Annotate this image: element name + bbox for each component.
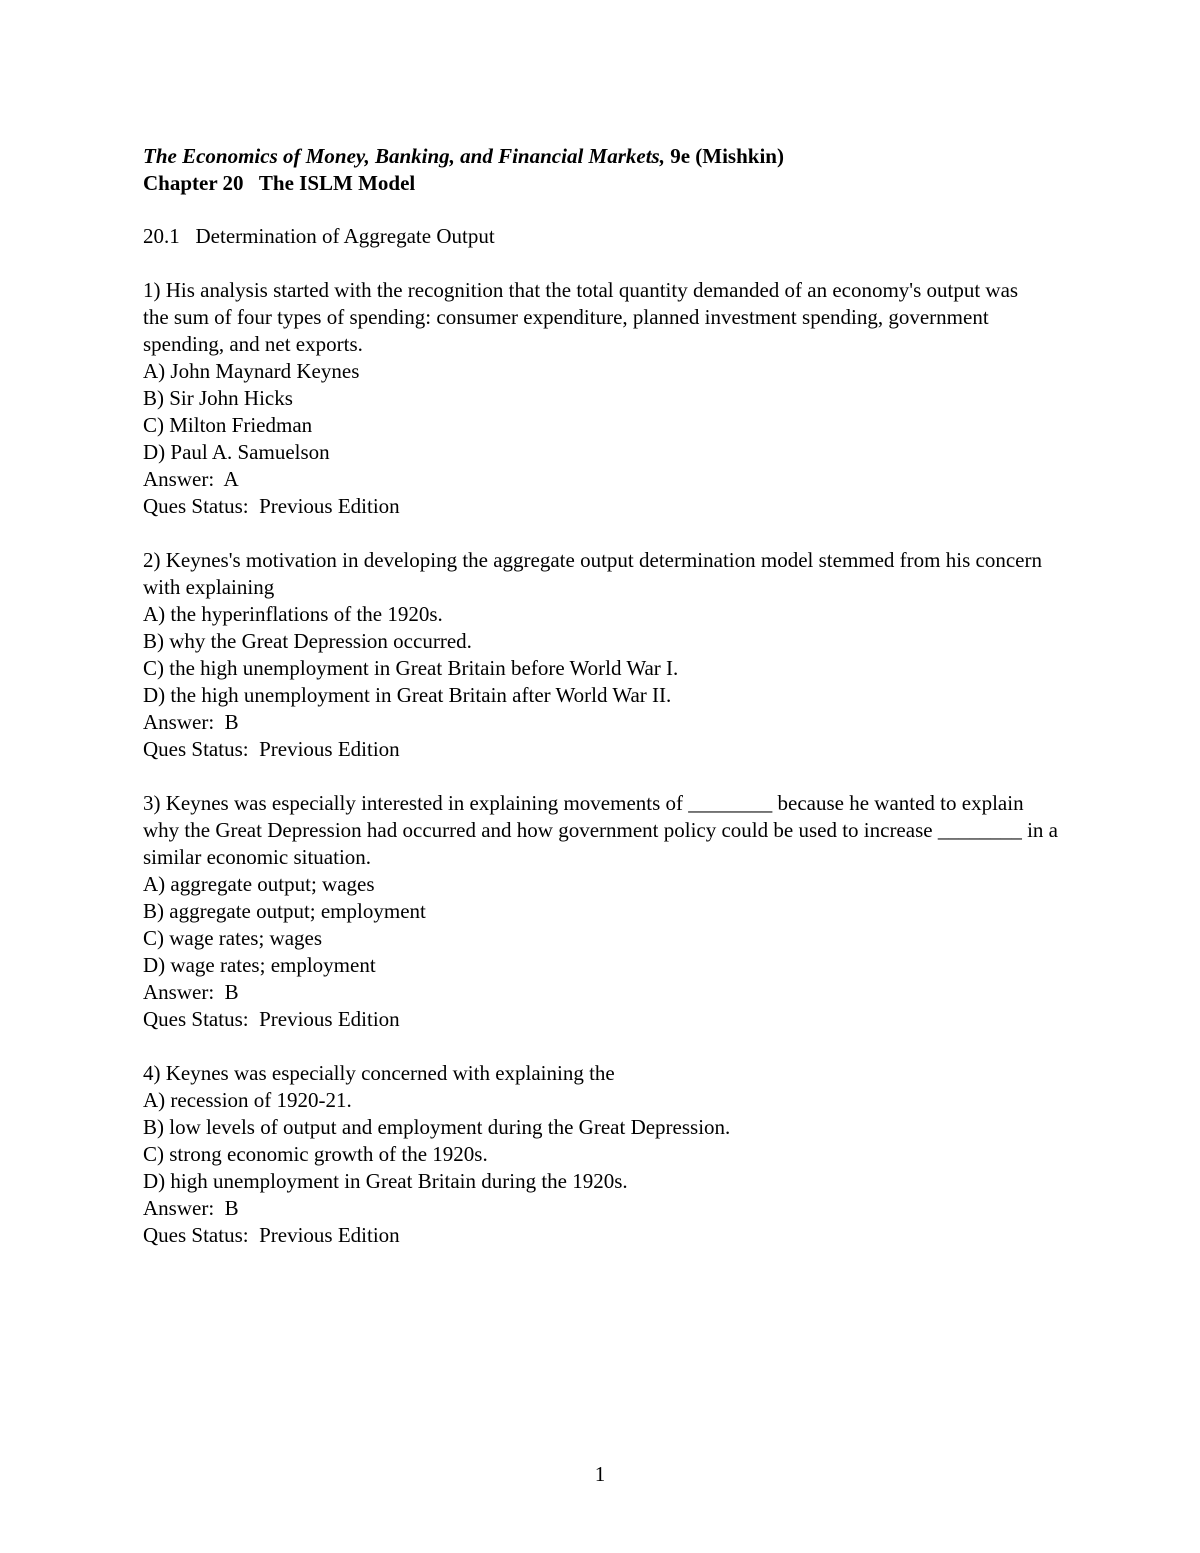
- question-stem: 1) His analysis started with the recognition that the total quantity demanded of an economy's output was the sum of four types of spending: consumer expenditure, planned investment spending, government spending, and net exports.: [143, 278, 1019, 356]
- answer-option-c: C) the high unemployment in Great Britain before World War I.: [143, 656, 679, 680]
- question-status: Ques Status: Previous Edition: [143, 1007, 400, 1031]
- page-number: 1: [594, 1462, 606, 1486]
- answer-option-a: A) the hyperinflations of the 1920s.: [143, 602, 443, 626]
- correct-answer: Answer: A: [143, 467, 239, 491]
- book-title-line: [143, 143, 1063, 170]
- answer-option-c: C) wage rates; wages: [143, 926, 323, 950]
- answer-option-b: B) Sir John Hicks: [143, 386, 293, 410]
- question-status: Ques Status: Previous Edition: [143, 494, 400, 518]
- question-status: Ques Status: Previous Edition: [143, 1223, 400, 1247]
- question-2: [143, 547, 1063, 763]
- book-edition: 9e (Mishkin): [664, 144, 784, 168]
- question-4: [143, 1060, 1063, 1249]
- answer-option-d: D) Paul A. Samuelson: [143, 440, 330, 464]
- answer-option-c: C) Milton Friedman: [143, 413, 313, 437]
- question-stem: 3) Keynes was especially interested in explaining movements of ________ because he wanted to explain why the Great Depression had occurred and how government policy could be used to increase ________ in a similar economic situation.: [143, 791, 1058, 869]
- question-3: [143, 790, 1063, 1033]
- question-1: [143, 277, 1063, 520]
- answer-option-b: B) why the Great Depression occurred.: [143, 629, 472, 653]
- answer-option-a: A) John Maynard Keynes: [143, 359, 360, 383]
- question-status: Ques Status: Previous Edition: [143, 737, 400, 761]
- correct-answer: Answer: B: [143, 710, 239, 734]
- correct-answer: Answer: B: [143, 980, 239, 1004]
- chapter-title: Chapter 20 The ISLM Model: [143, 171, 416, 195]
- answer-option-c: C) strong economic growth of the 1920s.: [143, 1142, 488, 1166]
- answer-option-a: A) aggregate output; wages: [143, 872, 375, 896]
- question-stem: 4) Keynes was especially concerned with explaining the: [143, 1061, 615, 1085]
- book-title: The Economics of Money, Banking, and Financial Markets,: [143, 144, 665, 168]
- answer-option-d: D) the high unemployment in Great Britain after World War II.: [143, 683, 672, 707]
- answer-option-b: B) low levels of output and employment during the Great Depression.: [143, 1115, 731, 1139]
- answer-option-d: D) wage rates; employment: [143, 953, 376, 977]
- answer-option-b: B) aggregate output; employment: [143, 899, 426, 923]
- answer-option-a: A) recession of 1920-21.: [143, 1088, 352, 1112]
- page-content: [143, 143, 1063, 1249]
- section-heading: 20.1 Determination of Aggregate Output: [143, 224, 495, 248]
- question-stem: 2) Keynes's motivation in developing the aggregate output determination model stemmed from his concern with explaining: [143, 548, 1042, 599]
- correct-answer: Answer: B: [143, 1196, 239, 1220]
- answer-option-d: D) high unemployment in Great Britain during the 1920s.: [143, 1169, 628, 1193]
